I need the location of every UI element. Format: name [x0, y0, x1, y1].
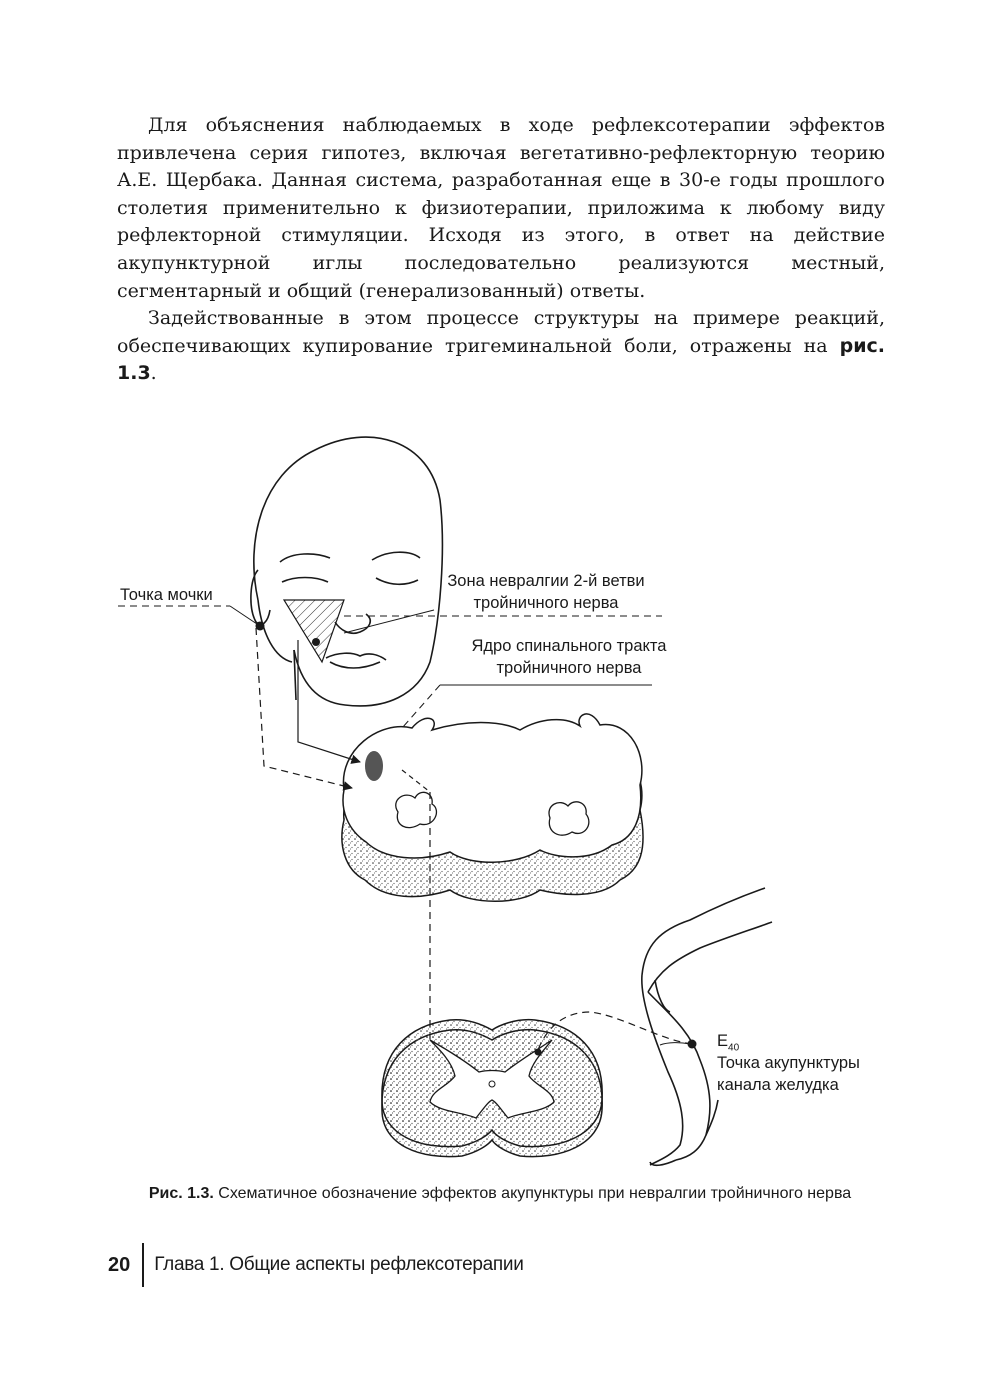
label-nucleus-line2: тройничного нерва	[496, 659, 642, 677]
paragraph-1: Для объяснения наблюдаемых в ходе рефлексотерапии эффектов привлечена серия гипотез, включая вегетативно-рефлекторную теорию А.Е. Щербака. Данная система, разработанная еще в 30-е годы прошлого столетия применительно к физиотерапии, приложима к любому виду рефлекторной стимуляции. Исходя из этого, в ответ на действие акупунктурной иглы последовательно реализуются местный, сегментарный и общий (генерализованный) ответы.	[117, 114, 885, 302]
zone-point-dot	[312, 638, 320, 646]
paragraph-2	[117, 305, 885, 388]
brainstem-section	[342, 714, 643, 901]
paragraph-2-end: .	[150, 362, 157, 385]
chapter-title: Глава 1. Общие аспекты рефлексотерапии	[154, 1254, 524, 1275]
acupoint-desc-line2: канала желудка	[717, 1076, 839, 1094]
figure-caption	[110, 1183, 890, 1205]
caption-text: Схематичное обозначение эффектов акупунктуры при невралгии тройничного нерва	[213, 1185, 852, 1202]
neuralgia-zone	[284, 600, 344, 662]
spinal-cord-section	[382, 1020, 602, 1157]
spinal-tract-nucleus	[365, 751, 383, 781]
label-earlobe-point: Точка мочки	[120, 586, 213, 604]
label-neuralgia-zone-line2: тройничного нерва	[473, 594, 619, 612]
footer-divider	[142, 1243, 144, 1287]
label-acupoint-description	[717, 1052, 860, 1096]
acupoint-code: E	[717, 1032, 729, 1050]
label-spinal-tract-nucleus	[424, 635, 714, 679]
earlobe-point-dot	[256, 622, 265, 631]
label-neuralgia-zone-line1: Зона невралгии 2-й ветви	[447, 572, 645, 590]
page-number: 20	[108, 1253, 131, 1276]
leg-drawing	[642, 888, 772, 1165]
caption-label: Рис. 1.3.	[148, 1185, 214, 1202]
body-text	[117, 112, 885, 388]
acupoint-code-subscript: 40	[728, 1042, 740, 1054]
figure-reference: рис. 1.3	[117, 334, 885, 385]
acupoint-desc-line1: Точка акупунктуры	[717, 1054, 860, 1072]
label-nucleus-line1: Ядро спинального тракта	[471, 637, 667, 655]
page-footer	[108, 1243, 524, 1287]
paragraph-2-start: Задействованные в этом процессе структуры на примере реакций, обеспечивающих купирование тригеминальной боли, отражены на	[117, 307, 885, 357]
label-neuralgia-zone	[406, 570, 686, 614]
figure-1-3	[0, 400, 1000, 1180]
acupoint-e40-dot	[688, 1040, 697, 1049]
